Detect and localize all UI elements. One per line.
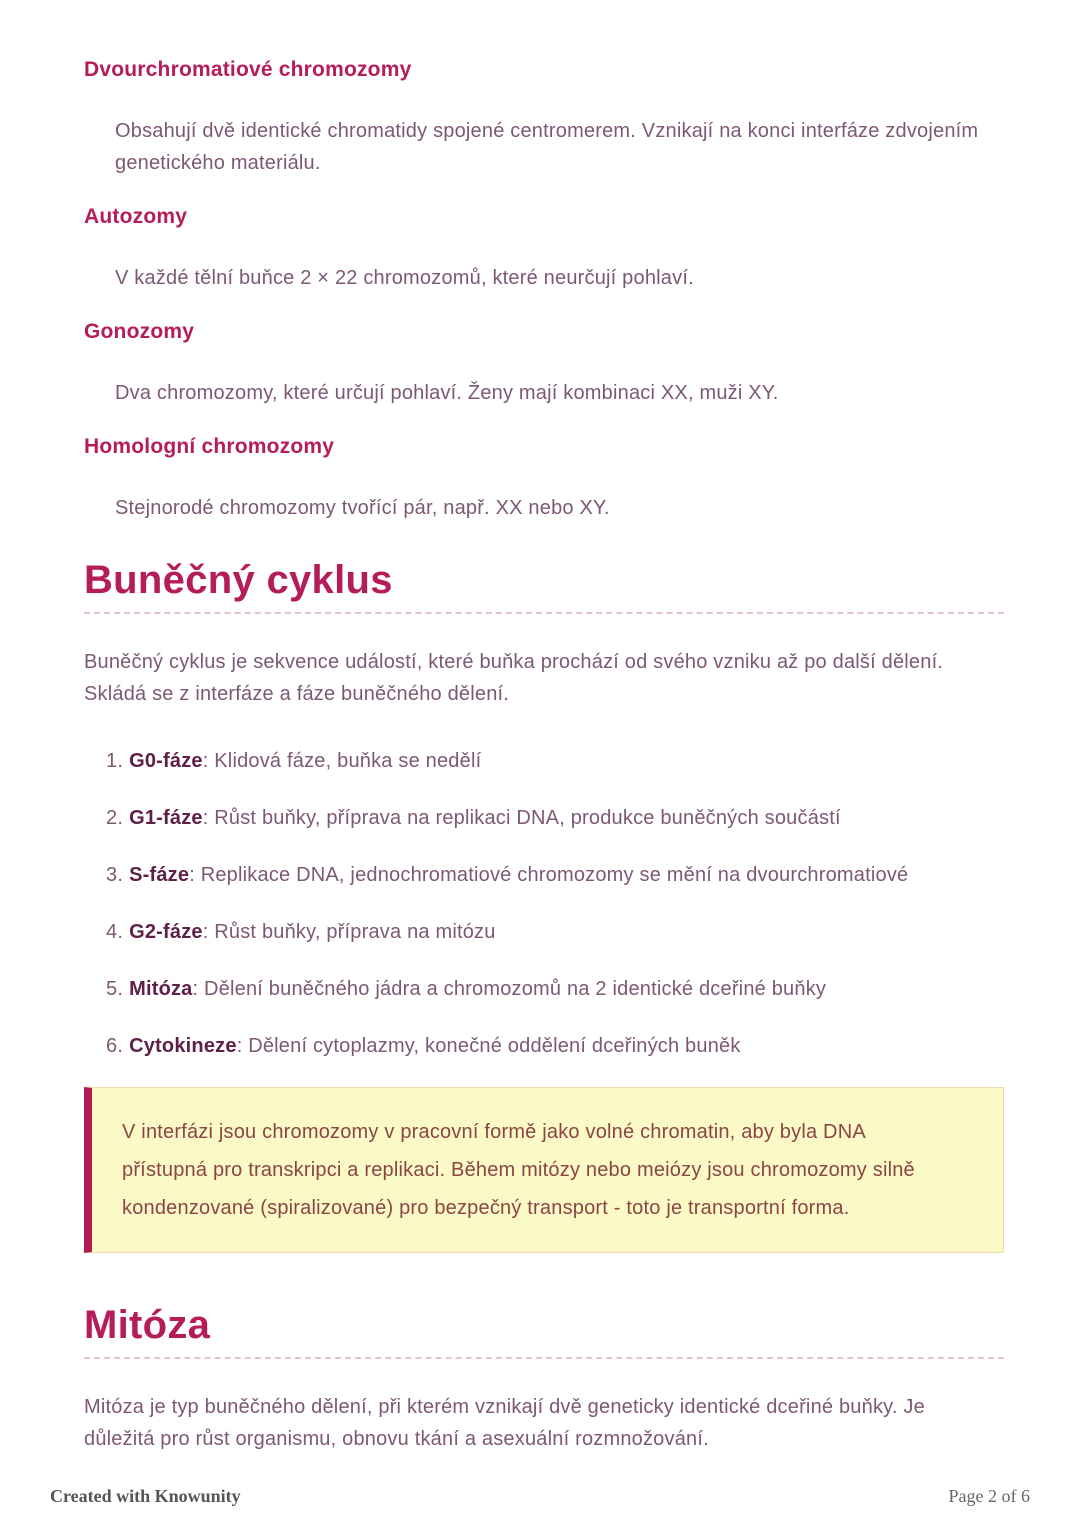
- definition-body-dvourchromatiove: Obsahují dvě identické chromatidy spojené centromerem. Vznikají na konci interfáze zdvojením genetického materiálu.: [115, 120, 979, 174]
- list-item-number: 3.: [106, 864, 124, 886]
- phase-term: Cytokineze: [129, 1035, 237, 1057]
- section-divider: [84, 1357, 1004, 1359]
- phase-term: G2-fáze: [129, 921, 203, 943]
- phase-description: : Klidová fáze, buňka se nedělí: [202, 750, 482, 772]
- list-item-number: 6.: [106, 1035, 124, 1057]
- list-item-number: 4.: [106, 921, 124, 943]
- phase-description: : Růst buňky, příprava na replikaci DNA, produkce buněčných součástí: [202, 807, 841, 829]
- list-item-number: 5.: [106, 978, 124, 1000]
- phase-description: : Dělení cytoplazmy, konečné oddělení dceřiných buněk: [236, 1035, 741, 1057]
- phase-term: S-fáze: [129, 864, 190, 886]
- section-title-mitosis: Mitóza: [84, 1303, 211, 1347]
- document-page: [84, 0, 1004, 1455]
- phase-description: : Dělení buněčného jádra a chromozomů na 2 identické dceřiné buňky: [192, 978, 827, 1000]
- definition-body-homologni: Stejnorodé chromozomy tvořící pár, např. XX nebo XY.: [115, 497, 610, 519]
- definition-body-gonozomy: Dva chromozomy, které určují pohlaví. Ženy mají kombinaci XX, muži XY.: [115, 382, 779, 404]
- definition-heading-autozomy: Autozomy: [84, 205, 188, 228]
- phase-term: G0-fáze: [129, 750, 203, 772]
- list-item-s: [84, 859, 1004, 891]
- footer-branding: Created with Knowunity: [50, 1486, 241, 1506]
- list-item-g0: [84, 745, 1004, 777]
- list-item-g2: [84, 916, 1004, 948]
- definition-heading-gonozomy: Gonozomy: [84, 320, 195, 343]
- list-item-cytokineze: [84, 1030, 1004, 1062]
- cell-cycle-intro: Buněčný cyklus je sekvence událostí, které buňka prochází od svého vzniku až po další dělení. Skládá se z interfáze a fáze buněčného dělení.: [84, 651, 944, 705]
- list-item-g1: [84, 802, 1004, 834]
- section-title-cell-cycle: Buněčný cyklus: [84, 558, 393, 602]
- definition-body-autozomy: V každé tělní buňce 2 × 22 chromozomů, které neurčují pohlaví.: [115, 267, 694, 289]
- cell-cycle-phase-list: [84, 745, 1004, 1062]
- phase-term: G1-fáze: [129, 807, 203, 829]
- definition-heading-homologni: Homologní chromozomy: [84, 435, 335, 458]
- phase-description: : Růst buňky, příprava na mitózu: [202, 921, 496, 943]
- definition-heading-dvourchromatiove: Dvourchromatiové chromozomy: [84, 58, 412, 81]
- page-footer: [50, 1486, 1030, 1507]
- highlight-callout-box: [84, 1087, 1004, 1253]
- phase-description: : Replikace DNA, jednochromatiové chromozomy se mění na dvourchromatiové: [189, 864, 909, 886]
- list-item-mitoza: [84, 973, 1004, 1005]
- list-item-number: 2.: [106, 807, 124, 829]
- phase-term: Mitóza: [129, 978, 193, 1000]
- callout-text: V interfázi jsou chromozomy v pracovní formě jako volné chromatin, aby byla DNA přístupná pro transkripci a replikaci. Během mitózy nebo meiózy jsou chromozomy silně kondenzované (spiralizované) pro bezpečný transport - toto je transportní forma.: [122, 1121, 915, 1219]
- section-divider: [84, 612, 1004, 614]
- page-number: Page 2 of 6: [948, 1486, 1030, 1506]
- list-item-number: 1.: [106, 750, 124, 772]
- mitosis-intro: Mitóza je typ buněčného dělení, při kterém vznikají dvě geneticky identické dceřiné buňky. Je důležitá pro růst organismu, obnovu tkání a asexuální rozmnožování.: [84, 1396, 925, 1450]
